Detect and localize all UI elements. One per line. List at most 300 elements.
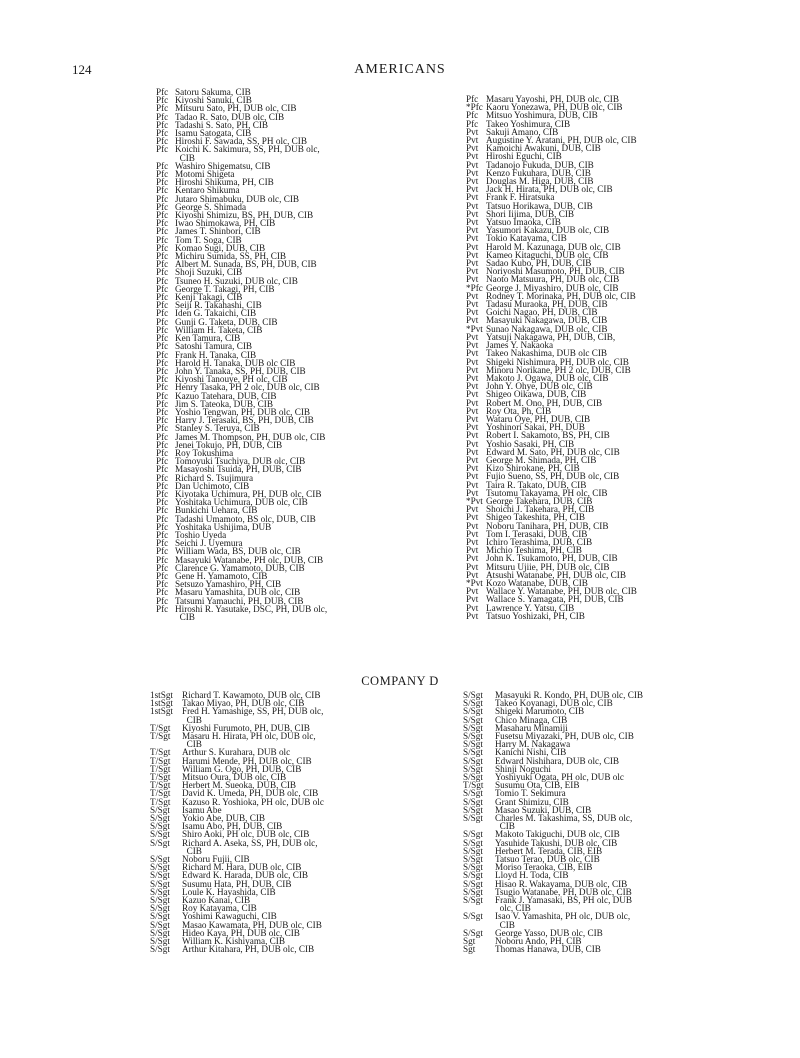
soldier-name: Tadasu Muraoka, PH, DUB, CIB [486, 299, 608, 310]
soldier-name: Michiru Sumida, SS, PH, CIB [175, 251, 287, 262]
rank: Pvt [466, 274, 479, 285]
rank: S/Sgt [463, 854, 483, 865]
soldier-name: Kenzo Fukuhara, DUB, CIB [486, 167, 591, 178]
soldier-name: Mitsuru Ujiie, PH, DUB olc, CIB [486, 561, 610, 572]
soldier-name: Kozo Watanabe, DUB, CIB [486, 577, 588, 588]
soldier-name: Tadao R. Sato, DUB olc, CIB [175, 111, 285, 122]
soldier-name: Ken Tamura, CIB [175, 333, 241, 344]
rank: Pvt [466, 208, 479, 219]
soldier-name: Clarence G. Yamamoto, DUB, CIB [175, 562, 305, 573]
rank: Pvt [466, 192, 479, 203]
rank: Pvt [466, 553, 479, 564]
rank: Pvt [466, 307, 479, 318]
soldier-name: Yoshitaka Uchimura, DUB olc, CIB [175, 497, 308, 508]
soldier-name: Takeo Koyanagi, DUB olc, CIB [495, 698, 613, 709]
rank: Pvt [466, 299, 479, 310]
rank: Pvt [466, 184, 479, 195]
rank: Pfc [156, 398, 169, 409]
rank: Pfc [156, 513, 169, 524]
rank: Pfc [156, 324, 169, 335]
soldier-name: John K. Tsukamoto, PH, DUB, CIB [486, 553, 618, 564]
soldier-name: Herbert M. Sueoka, DUB, CIB [182, 780, 297, 791]
rank: Pvt [466, 241, 479, 252]
soldier-name: Masaru H. Hirata, PH olc, DUB olc, [182, 731, 316, 742]
soldier-name: Tsuneo H. Suzuki, DUB olc, CIB [175, 275, 298, 286]
page-header: AMERICANS [354, 62, 446, 77]
rank: Pfc [156, 603, 169, 614]
rank: Pvt [466, 233, 479, 244]
soldier-name: Susumu Hata, PH, DUB, CIB [182, 878, 292, 889]
soldier-name: Tatsuo Yoshizaki, PH, CIB [486, 610, 585, 621]
soldier-name: Frank H. Tanaka, CIB [175, 349, 257, 360]
roster-entry [463, 814, 643, 822]
soldier-name: Jenei Tokujo, PH, DUB, CIB [175, 439, 283, 450]
rank: Pfc [156, 464, 169, 475]
soldier-name: Motomi Shigeta [175, 169, 235, 180]
rank: Pvt [466, 586, 479, 597]
rank: Pvt [466, 504, 479, 515]
rank: Pvt [466, 471, 479, 482]
roster-entry [463, 757, 643, 765]
soldier-name: Moriso Teraoka, CIB, EIB [495, 862, 593, 873]
rank: S/Sgt [463, 927, 483, 938]
rank: Pfc [156, 431, 169, 442]
soldier-name: Masayuki Nakagawa, DUB, CIB [486, 315, 608, 326]
soldier-name: Loule K. Hayashida, CIB [182, 886, 276, 897]
soldier-name: Washiro Shigematsu, CIB [175, 160, 271, 171]
rank: Pfc [156, 160, 169, 171]
page-number: 124 [72, 62, 92, 77]
soldier-name: James M. Thompson, PH, DUB olc, CIB [175, 431, 326, 442]
soldier-name: Goichi Nagao, PH, DUB, CIB [486, 307, 598, 318]
rank: S/Sgt [150, 837, 170, 848]
rank: Pfc [156, 87, 169, 97]
soldier-name: Robert M. Ono, PH, DUB, CIB [486, 397, 603, 408]
rank: S/Sgt [150, 829, 170, 840]
rank: S/Sgt [463, 886, 483, 897]
soldier-name: Edward K. Harada, DUB olc, CIB [182, 870, 309, 881]
soldier-name: Noboru Fujii, CIB [182, 854, 250, 865]
roster-entry [466, 612, 637, 620]
soldier-name: Charles M. Takashima, SS, DUB olc, [495, 813, 633, 824]
rank: *Pvt [466, 577, 483, 588]
soldier-name: Ichiro Terashima, DUB, CIB [486, 536, 593, 547]
rank: Pvt [466, 167, 479, 178]
rank: S/Sgt [150, 886, 170, 897]
soldier-name: Henry Tasaka, PH 2 olc, DUB olc, CIB [175, 382, 320, 393]
soldier-name: Dan Uchimoto, CIB [175, 480, 250, 491]
soldier-name: Richard M. Hara, DUB olc, CIB [182, 862, 302, 873]
soldier-name: Naoto Matsuura, PH, DUB olc, CIB [486, 274, 620, 285]
soldier-name: Edward Nishihara, DUB olc, CIB [495, 755, 620, 766]
rank: Pvt [466, 364, 479, 375]
rank: 1stSgt [150, 706, 173, 717]
roster-column-left [156, 88, 327, 621]
soldier-name: Yoshinori Sakai, PH, DUB [486, 422, 585, 433]
soldier-name: Shiro Aoki, PH olc, DUB olc, CIB [182, 829, 310, 840]
soldier-name: Richard T. Kawamoto, DUB olc, CIB [182, 690, 321, 700]
rank: Pfc [156, 308, 169, 319]
rank: Pvt [466, 348, 479, 359]
rank: Pvt [466, 487, 479, 498]
rank: Pvt [466, 151, 479, 162]
rank: Pfc [156, 185, 169, 196]
soldier-name: Isamu Abo, PH, DUB, CIB [182, 821, 283, 832]
soldier-name: Roy Tokushima [175, 447, 234, 458]
soldier-name: Makoto J. Ogawa, DUB olc, CIB [486, 372, 609, 383]
soldier-name: Sakuji Amano, CIB [486, 126, 559, 137]
soldier-name: Isamu Abe [182, 804, 222, 815]
soldier-name: John Y. Ohye, DUB olc, CIB [486, 381, 593, 392]
rank: Pvt [466, 159, 479, 170]
soldier-name: Shoji Suzuki, CIB [175, 267, 243, 278]
soldier-name: Tadanojo Fukuda, DUB, CIB [486, 159, 594, 170]
soldier-name: George J. Miyashiro, DUB olc, CIB [486, 282, 619, 293]
roster-entry [463, 945, 643, 953]
rank: Pfc [156, 382, 169, 393]
soldier-name: Kaoru Yonezawa, PH, DUB olc, CIB [486, 102, 623, 113]
soldier-name: Fujio Sueno, SS, PH, DUB olc, CIB [486, 471, 620, 482]
rank: S/Sgt [150, 903, 170, 914]
soldier-name: Yokio Abe, DUB, CIB [182, 813, 266, 824]
rank: Pvt [466, 520, 479, 531]
soldier-name: Wallace Y. Watanabe, PH, DUB olc, CIB [486, 586, 637, 597]
rank: Pvt [466, 413, 479, 424]
rank: S/Sgt [463, 804, 483, 815]
soldier-name: Richard A. Aseka, SS, PH, DUB olc, [182, 837, 318, 848]
soldier-name: Koichi K. Sakimura, SS, PH, DUB olc, [175, 144, 320, 155]
rank [156, 613, 175, 621]
rank: Pvt [466, 561, 479, 572]
soldier-name: Yatsuji Nakagawa, PH, DUB, CIB, [486, 331, 616, 342]
rank: S/Sgt [150, 804, 170, 815]
rank: Pvt [466, 126, 479, 137]
soldier-name: Tadashi Umamoto, BS olc, DUB, CIB [175, 513, 316, 524]
soldier-name: Hiroshi F. Sawada, SS, PH olc, CIB [175, 136, 307, 147]
soldier-name: Kiyotaka Uchimura, PH, DUB olc, CIB [175, 488, 322, 499]
rank: Pfc [156, 390, 169, 401]
rank: 1stSgt [150, 690, 173, 700]
soldier-name: Kazuso R. Yoshioka, PH olc, DUB olc [182, 796, 324, 807]
rank: Pvt [466, 610, 479, 621]
rank: Pvt [466, 381, 479, 392]
soldier-name: Tom T. Soga, CIB [175, 234, 242, 245]
roster-entry [150, 798, 324, 806]
soldier-name: Yoshio Tengwan, PH, DUB olc, CIB [175, 406, 311, 417]
rank: Pfc [156, 218, 169, 229]
soldier-name: Hiroshi R. Yasutake, DSC, PH, DUB olc, [175, 603, 328, 614]
rank: S/Sgt [463, 911, 483, 922]
rank: Pfc [156, 300, 169, 311]
soldier-name: Herbert M. Terada, CIB, EIB [495, 845, 603, 856]
rank: Pvt [466, 200, 479, 211]
soldier-name: William G. Ogo, PH, DUB, CIB [182, 763, 302, 774]
rank: S/Sgt [150, 911, 170, 922]
soldier-name: Taira R. Takato, DUB, CIB [486, 479, 587, 490]
rank: Pvt [466, 176, 479, 187]
soldier-name: Masaharu Minamiji [495, 722, 568, 733]
rank: Pfc [156, 488, 169, 499]
soldier-name: Sadao Kubo, PH, DUB, CIB [486, 258, 592, 269]
rank: Pfc [156, 136, 169, 147]
rank: Pfc [156, 349, 169, 360]
rank: Pvt [466, 356, 479, 367]
rank: Pvt [466, 594, 479, 605]
soldier-name: Shigeo Takeshita, PH, CIB [486, 512, 585, 523]
rank: Pfc [156, 579, 169, 590]
soldier-name: Harry M. Nakagawa [495, 739, 571, 750]
soldier-name: William Wada, BS, DUB olc, CIB [175, 546, 301, 557]
rank: S/Sgt [463, 788, 483, 799]
rank: *Pfc [466, 102, 483, 113]
rank: Pfc [156, 415, 169, 426]
soldier-name: CIB [495, 821, 515, 832]
soldier-name: Kanichi Nishi, CIB [495, 747, 567, 758]
soldier-name: George Takehara, DUB, CIB [486, 495, 593, 506]
rank: Pvt [466, 569, 479, 580]
rank: S/Sgt [463, 722, 483, 733]
rank: *Pvt [466, 495, 483, 506]
rank: S/Sgt [463, 837, 483, 848]
soldier-name: Tsugio Watanabe, PH, DUB olc, CIB [495, 886, 632, 897]
soldier-name: Tomio T. Sekimura [495, 788, 566, 799]
soldier-name: Tokio Katayama, CIB [486, 233, 567, 244]
soldier-name: CIB [182, 845, 202, 856]
rank: S/Sgt [463, 714, 483, 725]
rank: Pfc [156, 333, 169, 344]
roster-column-right [466, 95, 637, 620]
soldier-name: Jack H. Hirata, PH, DUB olc, CIB [486, 184, 613, 195]
soldier-name: Arthur S. Kurahara, DUB olc [182, 747, 291, 758]
soldier-name: Seiji R. Takahashi, CIB [175, 300, 262, 311]
rank: T/Sgt [150, 747, 171, 758]
rank: Pfc [156, 357, 169, 368]
rank: S/Sgt [463, 845, 483, 856]
rank: Pfc [156, 193, 169, 204]
soldier-name: Lloyd H. Toda, CIB [495, 870, 569, 881]
rank: Pvt [466, 389, 479, 400]
rank: Pvt [466, 266, 479, 277]
soldier-name: Yatsuo Imaoka, CIB [486, 217, 561, 228]
rank: Pfc [156, 283, 169, 294]
soldier-name: Frank J. Yamasaki, BS, PH olc, DUB [495, 895, 633, 906]
soldier-name: Masaru Yamashita, DUB olc, CIB [175, 587, 301, 598]
soldier-name: Yoshio Sasaki, PH, CIB [486, 438, 575, 449]
rank: Pfc [156, 505, 169, 516]
rank: S/Sgt [463, 755, 483, 766]
soldier-name: William H. Taketa, CIB [175, 324, 263, 335]
soldier-name: CIB [182, 739, 202, 750]
rank: S/Sgt [463, 698, 483, 709]
soldier-name: Douglas M. Higa, DUB, CIB [486, 176, 594, 187]
soldier-name: Gunji G. Taketa, DUB, CIB [175, 316, 278, 327]
rank: S/Sgt [463, 829, 483, 840]
rank: S/Sgt [150, 927, 170, 938]
soldier-name: Augustine Y. Aratani, PH, DUB olc, CIB [486, 135, 637, 146]
rank: Pvt [466, 545, 479, 556]
roster-entry [150, 707, 324, 715]
soldier-name: Yoshitaka Ushijima, DUB [175, 521, 272, 532]
soldier-name: Isamu Satogata, CIB [175, 128, 252, 139]
soldier-name: James T. Shinbori, CIB [175, 226, 261, 237]
rank: Pfc [156, 201, 169, 212]
rank: Pfc [156, 267, 169, 278]
rank: Pfc [156, 546, 169, 557]
rank: Pfc [156, 95, 169, 106]
soldier-name: Roy Ota, Ph, CIB [486, 405, 552, 416]
soldier-name: Sunao Nakagawa, DUB olc, CIB [486, 323, 608, 334]
rank: Pfc [156, 480, 169, 491]
rank: *Pfc [466, 282, 483, 293]
soldier-name: David K. Umeda, PH, DUB olc, CIB [182, 788, 319, 799]
soldier-name: Shinji Noguchi [495, 763, 551, 774]
rank: Pfc [156, 316, 169, 327]
rank: S/Sgt [150, 870, 170, 881]
rank: S/Sgt [150, 821, 170, 832]
rank: 1stSgt [150, 698, 173, 709]
soldier-name: George M. Shimada, PH, CIB [486, 454, 597, 465]
rank: Pfc [156, 472, 169, 483]
rank: S/Sgt [463, 813, 483, 824]
soldier-name: Tsutomu Takayama, PH olc, CIB [486, 487, 608, 498]
soldier-name: Shigeki Nishimura, PH, DUB olc, CIB [486, 356, 629, 367]
soldier-name: Iden G. Takaichi, CIB [175, 308, 257, 319]
soldier-name: Minoru Norikane, PH 2 olc, DUB, CIB [486, 364, 631, 375]
soldier-name: Yoshimi Kawaguchi, CIB [182, 911, 277, 922]
rank: Pvt [466, 422, 479, 433]
soldier-name: Kiyoshi Sanuki, CIB [175, 95, 252, 106]
soldier-name: Kiyoshi Furumoto, PH, DUB, CIB [182, 722, 310, 733]
rank: Pfc [156, 251, 169, 262]
rank: Pvt [466, 528, 479, 539]
soldier-name: olc, CIB [495, 903, 531, 914]
soldier-name: Fred H. Yamashige, SS, PH, DUB olc, [182, 706, 324, 717]
soldier-name: Komao Sugi, DUB, CIB [175, 242, 266, 253]
roster-entry [463, 912, 643, 920]
soldier-name: Roy Katayama, CIB [182, 903, 257, 914]
rank: T/Sgt [150, 731, 171, 742]
soldier-name: Harold H. Tanaka, DUB olc CIB [175, 357, 296, 368]
rank: Sgt [463, 936, 476, 947]
soldier-name: Noriyoshi Masumoto, PH, DUB, CIB [486, 266, 625, 277]
soldier-name: Mitsuo Yoshimura, DUB, CIB [486, 110, 598, 121]
rank: Pfc [156, 374, 169, 385]
section-title-company-d: COMPANY D [361, 674, 439, 688]
rank: Pvt [466, 463, 479, 474]
rank: Pfc [156, 562, 169, 573]
soldier-name: Iwao Shimokawa, PH, CIB [175, 218, 276, 229]
rank: T/Sgt [150, 780, 171, 791]
rank: S/Sgt [150, 854, 170, 865]
soldier-name: Takao Miyao, PH, DUB olc, CIB [182, 698, 305, 709]
rank: Pvt [466, 372, 479, 383]
rank: Pfc [156, 423, 169, 434]
soldier-name: Isao V. Yamashita, PH olc, DUB olc, [495, 911, 631, 922]
rank: Pvt [466, 454, 479, 465]
rank: S/Sgt [463, 763, 483, 774]
rank: Pvt [466, 536, 479, 547]
rank: Pfc [156, 406, 169, 417]
rank: S/Sgt [150, 862, 170, 873]
soldier-name: CIB [175, 152, 195, 163]
roster-entry [463, 896, 643, 904]
soldier-name: Rodney T. Morinaka, PH, DUB olc, CIB [486, 290, 636, 301]
rank: T/Sgt [150, 763, 171, 774]
soldier-name: Arthur Kitahara, PH, DUB olc, CIB [182, 944, 315, 955]
rank: Pvt [466, 438, 479, 449]
rank: Pfc [156, 128, 169, 139]
soldier-name: Masao Suzuki, DUB, CIB [495, 804, 592, 815]
soldier-name: Susumu Ota, CIB, EIB [495, 780, 580, 791]
rank: Pfc [156, 144, 169, 155]
soldier-name: Edward M. Sato, PH, DUB olc, CIB [486, 446, 620, 457]
rank: S/Sgt [150, 919, 170, 930]
soldier-name: Masayoshi Tsuida, PH, DUB, CIB [175, 464, 302, 475]
rank: Pfc [156, 177, 169, 188]
soldier-name: Setsuzo Yamashiro, PH, CIB [175, 579, 282, 590]
soldier-name: George S. Shimada [175, 201, 247, 212]
rank: Pfc [156, 341, 169, 352]
rank: Pfc [156, 456, 169, 467]
rank: Pfc [156, 210, 169, 221]
rank: Pvt [466, 143, 479, 154]
soldier-name: Harumi Mende, PH, DUB olc, CIB [182, 755, 312, 766]
rank: S/Sgt [463, 796, 483, 807]
rank: *Pvt [466, 323, 483, 334]
rank: Pfc [466, 94, 479, 104]
soldier-name: Makoto Takiguchi, DUB olc, CIB [495, 829, 620, 840]
soldier-name: Kameo Kitaguchi, DUB olc, CIB [486, 249, 609, 260]
soldier-name: Mitsuo Oura, DUB olc, CIB [182, 772, 287, 783]
soldier-name: Tatsuo Terao, DUB olc, CIB [495, 854, 600, 865]
soldier-name: Tom I. Terasaki, DUB, CIB [486, 528, 588, 539]
rank: Pvt [466, 340, 479, 351]
rank: S/Sgt [463, 690, 483, 700]
soldier-name: Shigeki Marumoto, CIB [495, 706, 585, 717]
soldier-name: Stanley S. Teruya, CIB [175, 423, 260, 434]
rank: Pfc [156, 554, 169, 565]
rank: Pvt [466, 397, 479, 408]
soldier-name: Kazuo Kanai, CIB [182, 895, 251, 906]
soldier-name: Masayuki R. Kondo, PH, DUB olc, CIB [495, 690, 644, 700]
rank: Pvt [466, 602, 479, 613]
rank: Pvt [466, 225, 479, 236]
soldier-name: Atsushi Watanabe, PH, DUB olc, CIB [486, 569, 626, 580]
soldier-name: Kentaro Shikuma [175, 185, 240, 196]
soldier-name: Kenji Takagi, CIB [175, 292, 243, 303]
rank: Pfc [156, 242, 169, 253]
soldier-name: Kazuo Tatehara, DUB, CIB [175, 390, 277, 401]
soldier-name: Robert I. Sakamoto, BS, PH, CIB [486, 430, 610, 441]
soldier-name: Yoshiyuki Ogata, PH olc, DUB olc [495, 772, 624, 783]
soldier-name: Kiyoshi Tanouye, PH olc, CIB [175, 374, 288, 385]
rank: Pvt [466, 446, 479, 457]
soldier-name: Masaru Yayoshi, PH, DUB olc, CIB [486, 94, 619, 104]
soldier-name: Hiroshi Shikuma, PH, CIB [175, 177, 274, 188]
rank: Pfc [156, 103, 169, 114]
soldier-name: Hideo Kaya, PH, DUB olc, CIB [182, 927, 300, 938]
soldier-name: George Yasso, DUB olc, CIB [495, 927, 603, 938]
soldier-name: Kamoichi Awakuni, DUB, CIB [486, 143, 601, 154]
soldier-name: Jutaro Shimabuku, DUB olc, CIB [175, 193, 300, 204]
rank: T/Sgt [463, 780, 484, 791]
soldier-name: Gene H. Yamamoto, CIB [175, 570, 268, 581]
rank: S/Sgt [150, 936, 170, 947]
rank: Pfc [156, 439, 169, 450]
rank: S/Sgt [150, 878, 170, 889]
soldier-name: Harry J. Terasaki, BS, PH, DUB, CIB [175, 415, 314, 426]
soldier-name: James Y. Nakaoka [486, 340, 554, 351]
